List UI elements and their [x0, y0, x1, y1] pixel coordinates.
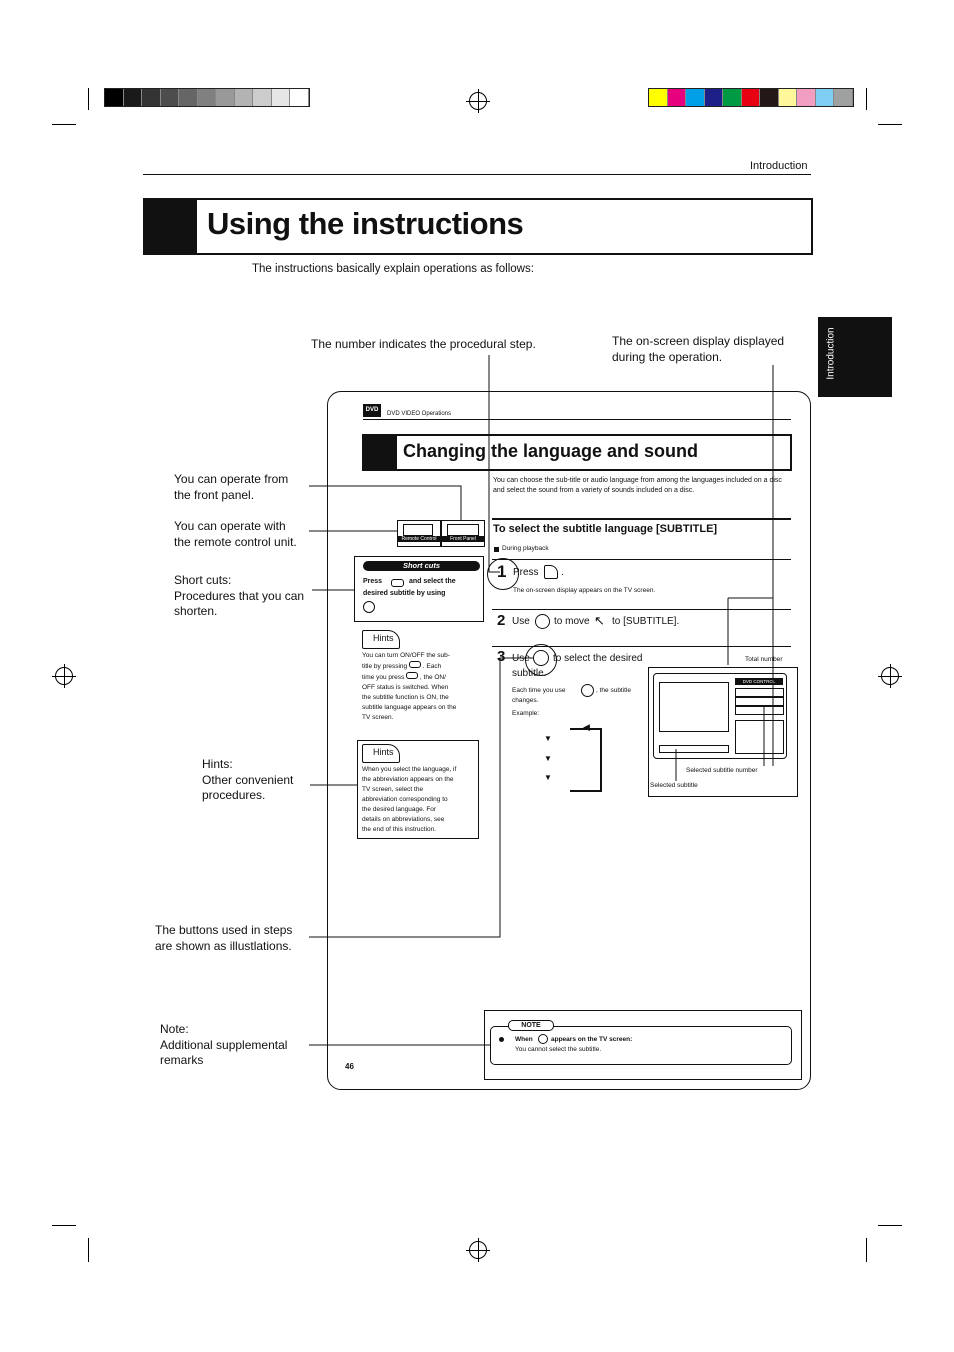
sample-title: Changing the language and sound — [403, 441, 698, 461]
callout-front-line1: You can operate from — [174, 472, 289, 486]
callout-hints-line2: Other convenient — [202, 772, 294, 787]
hints-1-line: the subtitle function is ON, the — [362, 694, 449, 701]
page-title: Using the instructions — [207, 206, 524, 241]
hints-2-line: the desired language. For — [362, 806, 437, 813]
shortcuts-text1: Press — [363, 578, 383, 585]
callout-short-line2: Procedures that you can — [174, 588, 305, 603]
section-header: Introduction — [750, 160, 808, 172]
callout-short-line1: Short cuts: — [174, 573, 232, 587]
selected-subtitle-label: Selected subtitle — [650, 782, 698, 789]
note-appears: appears on the TV screen: — [551, 1036, 633, 1043]
dvd-control-label: DVD CONTROL — [735, 678, 783, 685]
hints-2-label: Hints — [373, 747, 394, 757]
arrow-down-icon: ▼ — [544, 734, 552, 743]
hints-2-line: the end of this instruction. — [362, 826, 437, 833]
pointer-icon: ↖ — [594, 613, 605, 628]
hints-1-part: , the ON/ — [419, 674, 446, 681]
step-3-each2: , the subtitle — [596, 687, 632, 694]
step-2-use: Use — [512, 616, 530, 627]
hints-1-part: time you press — [362, 674, 405, 681]
step-2-number: 2 — [497, 612, 506, 629]
step-3-text2: subtitle. — [512, 668, 547, 679]
subheading: To select the subtitle language [SUBTITLE] — [493, 523, 718, 535]
callout-buttons-line1: The buttons used in steps — [155, 923, 293, 937]
during-playback: During playback — [502, 545, 549, 552]
page-number: 46 — [345, 1062, 354, 1071]
leader-buttons — [309, 658, 533, 937]
callout-buttons-line2: are shown as illustlations. — [155, 938, 292, 953]
step-3-text: to select the desired — [553, 653, 643, 664]
front-panel-label: Front Panel — [442, 536, 484, 542]
step-3-each1: Each time you use — [512, 687, 566, 694]
hints-1-line: subtitle language appears on the — [362, 704, 457, 711]
shortcuts-text3: desired subtitle by using — [363, 590, 446, 597]
hints-2-line: TV screen, select the — [362, 786, 424, 793]
step-2-move: to move — [554, 616, 590, 627]
step-3-number: 3 — [497, 648, 506, 665]
callout-front-line2: the front panel. — [174, 487, 255, 502]
loop-arrow-icon: ◀ — [583, 722, 590, 732]
arrow-down-icon: ▼ — [544, 754, 552, 763]
callout-note-line3: remarks — [160, 1053, 204, 1067]
callout-hints-line1: Hints: — [202, 757, 233, 771]
callout-short-line3: shorten. — [174, 604, 218, 618]
hints-2-line: When you select the language, if — [362, 766, 457, 773]
arrow-down-icon: ▼ — [544, 773, 552, 782]
step-3-use: Use — [512, 653, 530, 664]
hints-2-line: details on abbreviations, see — [362, 816, 445, 823]
shortcuts-title: Short cuts — [363, 561, 480, 571]
callout-remote-line1: You can operate with — [174, 519, 286, 533]
step-1-number: 1 — [497, 562, 507, 581]
side-tab-label: Introduction — [825, 327, 837, 380]
shortcuts-text2: and select the — [409, 578, 456, 585]
callout-hints-line3: procedures. — [202, 788, 266, 802]
dvd-badge: DVD — [363, 404, 381, 417]
hints-1-part: title by pressing — [362, 663, 408, 670]
callout-step-number: The number indicates the procedural step. — [311, 337, 536, 351]
callout-osd-line2: during the operation. — [612, 349, 723, 364]
leader-step-number — [489, 355, 500, 572]
callout-note-line2: Additional supplemental — [160, 1037, 288, 1052]
step-2-to: to [SUBTITLE]. — [612, 616, 680, 627]
remote-control-label: Remote Control — [398, 536, 440, 542]
note-when: When — [515, 1036, 533, 1043]
leader-front — [309, 486, 461, 520]
sample-category: DVD VIDEO Operations — [387, 411, 452, 417]
selected-subtitle-number-label: Selected subtitle number — [686, 767, 758, 774]
sample-description: You can choose the sub-title or audio language from among the languages included on a disc and select the sound from a variety of sounds included on a disc. — [493, 477, 782, 494]
step-1-dot: . — [561, 567, 564, 578]
step-3-each3: changes. — [512, 697, 539, 704]
hints-2-line: the abbreviation appears on the — [362, 776, 454, 783]
step-3-example: Example: — [512, 710, 540, 717]
total-number-label: Total number — [745, 656, 783, 663]
note-text: You cannot select the subtitle. — [515, 1046, 602, 1053]
hints-2-line: abbreviation corresponding to — [362, 796, 448, 803]
hints-1-line: OFF status is switched. When — [362, 684, 449, 691]
hints-1-part: You can turn ON/OFF the sub- — [362, 652, 450, 659]
note-label: NOTE — [508, 1020, 554, 1031]
hints-label: Hints — [373, 633, 394, 643]
hints-1-line: TV screen. — [362, 714, 394, 721]
callout-note-line1: Note: — [160, 1022, 189, 1036]
hints-1-part: . Each — [422, 663, 442, 670]
step-1-text: Press — [513, 567, 539, 578]
intro-text: The instructions basically explain operations as follows: — [252, 263, 534, 275]
callout-osd-line1: The on-screen display displayed — [612, 334, 785, 348]
step-1-sub: The on-screen display appears on the TV screen. — [513, 587, 656, 594]
callout-remote-line2: the remote control unit. — [174, 534, 297, 549]
